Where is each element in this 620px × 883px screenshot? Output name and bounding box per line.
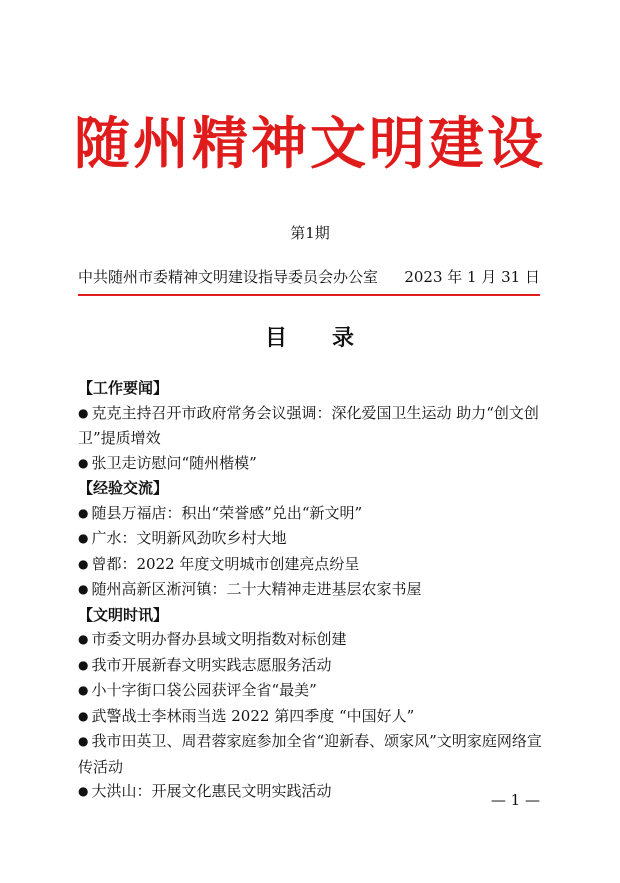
issue-number: 第1期 (290, 224, 330, 242)
toc-item-text: 张卫走访慰问“随州楷模” (91, 453, 257, 472)
toc-item-text: 广水：文明新风劲吹乡村大地 (91, 529, 287, 547)
bullet-icon: ● (78, 734, 89, 748)
toc-item-text: 曾都：2022 年度文明城市创建亮点纷呈 (91, 554, 360, 573)
bullet-icon: ● (78, 556, 89, 571)
toc-item-text: 小十字街口袋公园获评全省“最美” (91, 681, 317, 699)
bullet-icon: ● (78, 405, 89, 420)
toc-item-text: 武警战士李林雨当选 2022 第四季度 “中国好人” (91, 706, 415, 725)
toc-title-char-1: 目 (264, 325, 288, 351)
toc-item[interactable] (78, 704, 544, 730)
toc-item[interactable] (78, 678, 544, 704)
toc-item[interactable] (78, 501, 544, 527)
bullet-icon: ● (78, 708, 89, 723)
toc-item[interactable] (78, 779, 544, 805)
bullet-icon: ● (78, 784, 89, 798)
page-number: — 1 — (490, 791, 540, 809)
toc-item[interactable] (78, 653, 544, 679)
toc-item-text: 大洪山：开展文化惠民文明实践活动 (91, 782, 332, 800)
red-divider (78, 294, 540, 296)
toc-item-text: 我市开展新春文明实践志愿服务活动 (91, 655, 332, 674)
bullet-icon: ● (78, 531, 89, 545)
publish-date: 2023 年 1 月 31 日 (404, 268, 540, 286)
table-of-contents (78, 376, 544, 805)
toc-item-text: 随州高新区淅河镇：二十大精神走进基层农家书屋 (91, 580, 422, 598)
toc-item[interactable] (78, 526, 544, 552)
toc-item-text: 克克主持召开市政府常务会议强调：深化爱国卫生运动 助力“创文创卫”提质增效 (78, 403, 539, 447)
toc-title (0, 322, 620, 354)
bullet-icon: ● (78, 683, 89, 697)
toc-section-heading: 【工作要闻】 (78, 379, 169, 397)
toc-item-text: 随县万福店：积出“荣誉感”兑出“新文明” (91, 503, 363, 522)
toc-title-char-2: 录 (332, 325, 356, 351)
toc-item[interactable] (78, 552, 544, 578)
bullet-icon: ● (78, 455, 89, 470)
toc-item[interactable] (78, 401, 544, 451)
bullet-icon: ● (78, 657, 89, 672)
toc-section-heading: 【经验交流】 (78, 479, 169, 497)
toc-item[interactable] (78, 577, 544, 603)
toc-item-text: 市委文明办督办县域文明指数对标创建 (91, 630, 347, 648)
publisher-name: 中共随州市委精神文明建设指导委员会办公室 (78, 268, 379, 286)
toc-section-heading: 【文明时讯】 (78, 605, 169, 624)
bullet-icon: ● (78, 582, 89, 596)
bullet-icon: ● (78, 505, 89, 520)
toc-item[interactable] (78, 451, 544, 477)
toc-item[interactable] (78, 729, 544, 779)
toc-item[interactable] (78, 627, 544, 653)
toc-item-text: 我市田英卫、周君蓉家庭参加全省“迎新春、颂家风”文明家庭网络宣传活动 (78, 732, 542, 776)
masthead-title: 随州精神文明建设 (74, 111, 546, 177)
bullet-icon: ● (78, 632, 89, 646)
publisher-row (78, 266, 540, 288)
